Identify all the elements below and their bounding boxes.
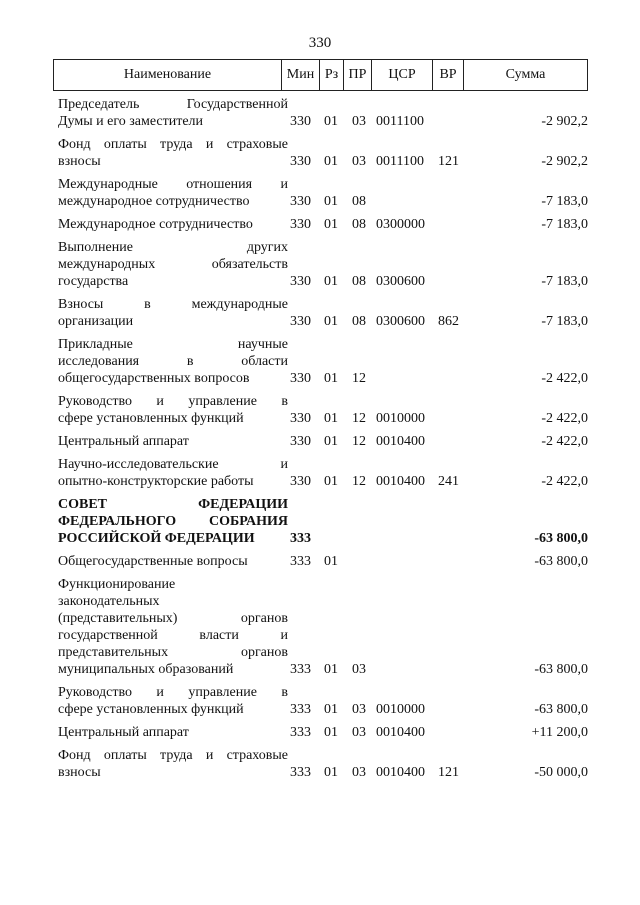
row-sum: -7 183,0 (541, 194, 588, 209)
row-min: 330 (290, 217, 311, 232)
row-name-line: международных обязательств (58, 257, 288, 272)
row-csr: 0010400 (376, 765, 425, 780)
row-name-line: государства (58, 274, 129, 289)
table-row (58, 296, 588, 330)
row-min: 333 (290, 765, 311, 780)
row-sum: -2 422,0 (541, 411, 588, 426)
row-name-line: Председатель Государственной (58, 97, 288, 112)
row-rz: 01 (324, 154, 338, 169)
row-vr: 862 (438, 314, 459, 329)
row-sum: +11 200,0 (531, 725, 588, 740)
row-csr: 0300600 (376, 274, 425, 289)
row-rz: 01 (324, 662, 338, 677)
row-name-line: Фонд оплаты труда и страховые (58, 748, 288, 763)
row-name-line: Международное сотрудничество (58, 217, 253, 232)
row-pr: 03 (352, 765, 366, 780)
header-sum: Сумма (505, 67, 546, 82)
row-name-line: исследования в области (58, 354, 288, 369)
row-name-line: взносы (58, 154, 101, 169)
row-name-line: Руководство и управление в (58, 685, 288, 700)
row-name-line: законодательных (58, 594, 160, 609)
row-name (58, 724, 288, 741)
table-row (58, 724, 588, 741)
row-name-line: (представительных) органов (58, 611, 288, 626)
row-min: 330 (290, 411, 311, 426)
row-min: 330 (290, 154, 311, 169)
table-row (58, 176, 588, 210)
row-pr: 12 (352, 411, 366, 426)
row-rz: 01 (324, 765, 338, 780)
row-name (58, 684, 288, 718)
row-sum: -2 422,0 (541, 474, 588, 489)
row-csr: 0011100 (376, 154, 424, 169)
row-min: 333 (290, 662, 311, 677)
row-name-line: Выполнение других (58, 240, 288, 255)
row-name (58, 176, 288, 210)
table-row (58, 96, 588, 130)
row-csr: 0010000 (376, 702, 425, 717)
table-row (58, 496, 588, 547)
row-min: 330 (290, 314, 311, 329)
row-pr: 08 (352, 194, 366, 209)
row-sum: -63 800,0 (534, 531, 588, 546)
table-row (58, 136, 588, 170)
table-row (58, 239, 588, 290)
row-name (58, 496, 288, 547)
table-row (58, 216, 588, 233)
row-name-line: Функционирование (58, 577, 176, 592)
row-csr: 0011100 (376, 114, 424, 129)
row-min: 330 (290, 114, 311, 129)
row-sum: -50 000,0 (534, 765, 588, 780)
row-name (58, 296, 288, 330)
row-rz: 01 (324, 371, 338, 386)
row-name-line: Взносы в международные (58, 297, 288, 312)
row-name-line: РОССИЙСКОЙ ФЕДЕРАЦИИ (58, 531, 255, 546)
row-csr: 0300600 (376, 314, 425, 329)
row-rz: 01 (324, 554, 338, 569)
row-rz: 01 (324, 702, 338, 717)
row-name-line: Думы и его заместители (58, 114, 204, 129)
row-sum: -63 800,0 (534, 554, 588, 569)
row-name (58, 433, 288, 450)
table-row (58, 336, 588, 387)
row-min: 333 (290, 702, 311, 717)
row-rz: 01 (324, 114, 338, 129)
row-name (58, 239, 288, 290)
row-vr: 121 (438, 154, 459, 169)
row-pr: 03 (352, 725, 366, 740)
row-csr: 0300000 (376, 217, 425, 232)
header-vr: ВР (433, 60, 464, 90)
row-sum: -7 183,0 (541, 274, 588, 289)
row-vr: 121 (438, 765, 459, 780)
row-name-line: Международные отношения и (58, 177, 288, 192)
row-name (58, 553, 288, 570)
row-name-line: СОВЕТ ФЕДЕРАЦИИ (58, 497, 288, 512)
row-name-line: взносы (58, 765, 101, 780)
row-csr: 0010400 (376, 434, 425, 449)
row-name (58, 216, 288, 233)
row-pr: 03 (352, 154, 366, 169)
row-name-line: представительных органов (58, 645, 288, 660)
row-min: 330 (290, 194, 311, 209)
row-name-line: организации (58, 314, 134, 329)
row-name-line: Научно-исследовательские и (58, 457, 288, 472)
row-name-line: Центральный аппарат (58, 725, 189, 740)
row-name-line: государственной власти и (58, 628, 288, 643)
header-csr: ЦСР (372, 60, 433, 90)
row-rz: 01 (324, 411, 338, 426)
row-name-line: опытно-конструкторские работы (58, 474, 254, 489)
row-name-line: Общегосударственные вопросы (58, 554, 248, 569)
row-name (58, 747, 288, 781)
row-csr: 0010000 (376, 411, 425, 426)
header-name: Наименование (54, 60, 282, 90)
row-name (58, 336, 288, 387)
row-name (58, 456, 288, 490)
page-number: 330 (308, 35, 332, 51)
row-rz: 01 (324, 217, 338, 232)
table-row (58, 433, 588, 450)
header-pr: ПР (344, 60, 372, 90)
row-rz: 01 (324, 725, 338, 740)
row-name-line: сфере установленных функций (58, 702, 244, 717)
row-min: 333 (290, 531, 311, 546)
table-row (58, 576, 588, 678)
row-vr: 241 (438, 474, 459, 489)
row-sum: -2 902,2 (541, 114, 588, 129)
row-min: 330 (290, 274, 311, 289)
row-rz: 01 (324, 274, 338, 289)
row-name-line: общегосударственных вопросов (58, 371, 250, 386)
row-sum: -2 422,0 (541, 371, 588, 386)
row-pr: 12 (352, 371, 366, 386)
row-sum: -63 800,0 (534, 702, 588, 717)
row-pr: 03 (352, 114, 366, 129)
row-sum: -7 183,0 (541, 217, 588, 232)
row-name (58, 96, 288, 130)
row-rz: 01 (324, 194, 338, 209)
row-pr: 08 (352, 274, 366, 289)
header-min: Мин (282, 60, 320, 90)
row-pr: 12 (352, 434, 366, 449)
table-row (58, 553, 588, 570)
row-sum: -2 422,0 (541, 434, 588, 449)
row-min: 333 (290, 725, 311, 740)
row-min: 330 (290, 474, 311, 489)
table-row (58, 393, 588, 427)
table-header (53, 59, 588, 91)
row-name-line: международное сотрудничество (58, 194, 250, 209)
row-rz: 01 (324, 474, 338, 489)
row-name-line: Руководство и управление в (58, 394, 288, 409)
row-csr: 0010400 (376, 474, 425, 489)
row-pr: 08 (352, 217, 366, 232)
table-row (58, 684, 588, 718)
row-min: 330 (290, 434, 311, 449)
row-name-line: сфере установленных функций (58, 411, 244, 426)
row-sum: -63 800,0 (534, 662, 588, 677)
row-csr: 0010400 (376, 725, 425, 740)
row-name-line: муниципальных образований (58, 662, 234, 677)
row-min: 330 (290, 371, 311, 386)
row-name-line: Центральный аппарат (58, 434, 189, 449)
table-body (58, 96, 588, 787)
row-pr: 12 (352, 474, 366, 489)
row-name-line: ФЕДЕРАЛЬНОГО СОБРАНИЯ (58, 514, 288, 529)
row-sum: -2 902,2 (541, 154, 588, 169)
row-name-line: Прикладные научные (58, 337, 288, 352)
row-name-line: Фонд оплаты труда и страховые (58, 137, 288, 152)
row-name (58, 393, 288, 427)
row-pr: 08 (352, 314, 366, 329)
row-name (58, 136, 288, 170)
row-rz: 01 (324, 314, 338, 329)
table-row (58, 456, 588, 490)
row-rz: 01 (324, 434, 338, 449)
row-min: 333 (290, 554, 311, 569)
table-row (58, 747, 588, 781)
row-pr: 03 (352, 662, 366, 677)
row-name (58, 576, 288, 678)
row-pr: 03 (352, 702, 366, 717)
header-rz: Рз (320, 60, 344, 90)
row-sum: -7 183,0 (541, 314, 588, 329)
